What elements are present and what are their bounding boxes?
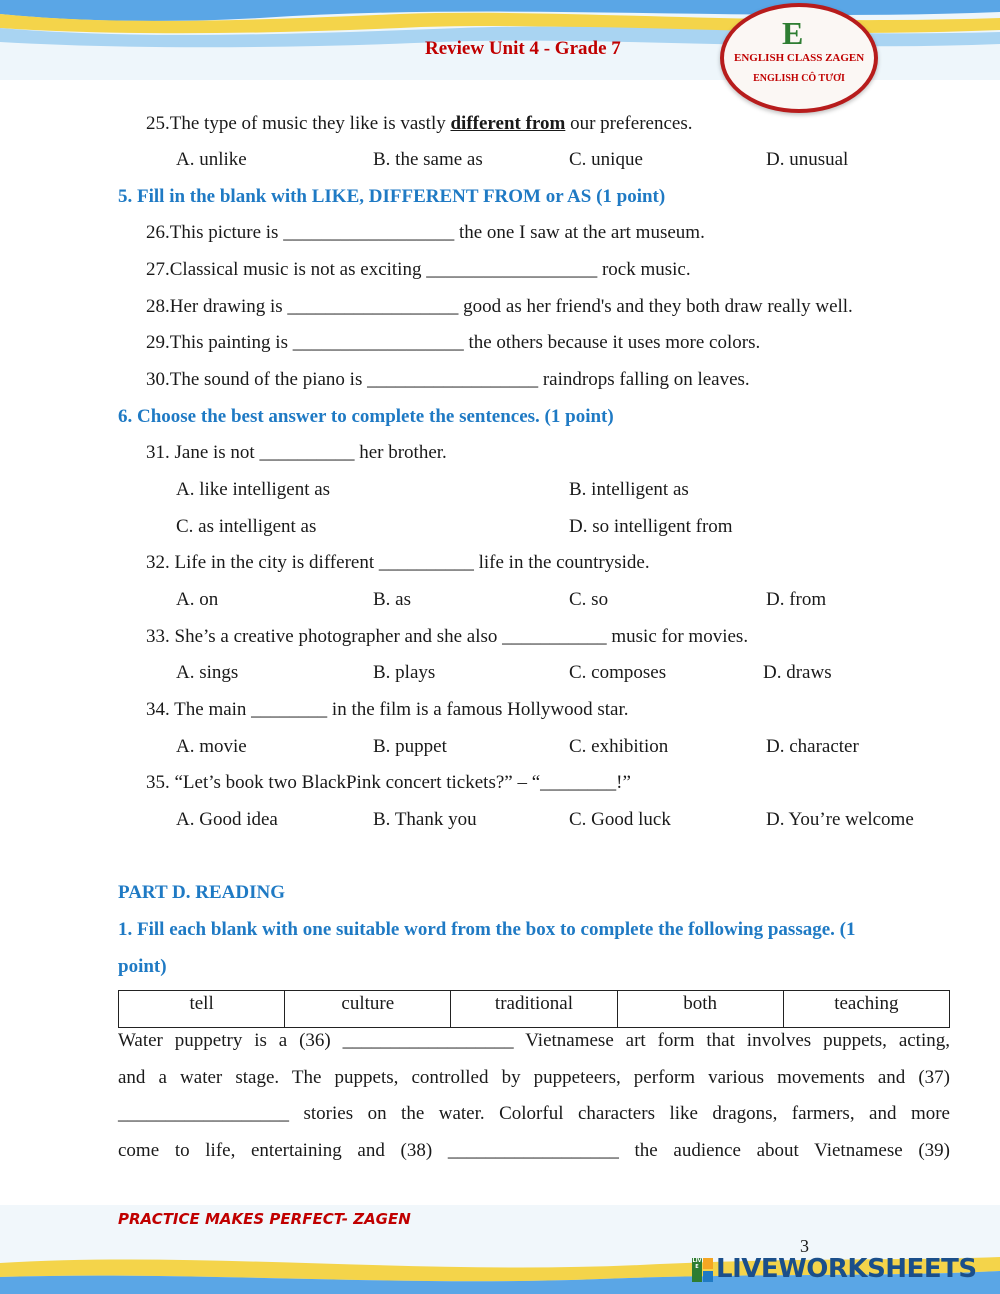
q35-option-c[interactable]: C. Good luck (569, 809, 671, 830)
fill-item-30[interactable] (146, 368, 750, 392)
fill-item-number: 26. (146, 222, 170, 243)
brand-icon (692, 1258, 714, 1282)
brand-icon-side-text: LIVE (692, 1258, 702, 1282)
reading-instruction-line-1: 1. Fill each blank with one suitable word from the box to complete the following passage. (1 (118, 919, 856, 940)
word-box-item: culture (285, 991, 451, 1028)
fill-item-number: 28. (146, 296, 170, 317)
q33-option-c[interactable]: C. composes (569, 662, 667, 683)
q31-option-d[interactable]: D. so intelligent from (569, 516, 733, 537)
fill-item-number: 29. (146, 332, 170, 353)
q34-option-b[interactable]: B. puppet (373, 736, 447, 757)
q32-option-a[interactable]: A. on (176, 589, 219, 610)
q31-option-b[interactable]: B. intelligent as (569, 479, 689, 500)
logo-text-bottom: ENGLISH CÔ TƯƠI (753, 73, 845, 84)
q25-option-b[interactable]: B. the same as (373, 149, 483, 170)
question-34: 34. The main ________ in the film is a famous Hollywood star. (146, 699, 629, 720)
q31-option-a[interactable]: A. like intelligent as (176, 479, 331, 500)
footer-motto: PRACTICE MAKES PERFECT- ZAGEN (118, 1210, 411, 1228)
passage-line-2: and a water stage. The puppets, controlled by puppeteers, perform various movements and (37) (118, 1067, 950, 1088)
question-33: 33. She’s a creative photographer and she also ___________ music for movies. (146, 626, 749, 647)
q31-option-c[interactable]: C. as intelligent as (176, 516, 317, 537)
passage-line-3: __________________ stories on the water. Colorful characters like dragons, farmers, and more (118, 1103, 950, 1124)
word-box-item: teaching (783, 991, 949, 1028)
section-6-title: 6. Choose the best answer to complete the sentences. (1 point) (118, 406, 614, 427)
word-box-item: traditional (451, 991, 617, 1028)
fill-item-27[interactable] (146, 258, 691, 282)
fill-item-text: Her drawing is __________________ good as her friend's and they both draw really well. (169, 296, 853, 317)
q35-option-d[interactable]: D. You’re welcome (766, 809, 914, 830)
q32-option-c[interactable]: C. so (569, 589, 609, 610)
question-text-start: The type of music they like is vastly (169, 113, 451, 134)
part-d-title: PART D. READING (118, 882, 286, 903)
passage-line-4: come to life, entertaining and (38) __________________ the audience about Vietnamese (39) (118, 1140, 950, 1161)
q25-option-d[interactable]: D. unusual (766, 149, 849, 170)
q25-option-c[interactable]: C. unique (569, 149, 643, 170)
q33-option-b[interactable]: B. plays (373, 662, 436, 683)
word-box-item: tell (119, 991, 285, 1028)
word-box (118, 990, 950, 1028)
fill-item-28[interactable] (146, 295, 853, 319)
q33-option-d[interactable]: D. draws (763, 662, 832, 683)
liveworksheets-logo (692, 1254, 992, 1288)
header-title: Review Unit 4 - Grade 7 (425, 38, 621, 59)
passage-line-1: Water puppetry is a (36) __________________ Vietnamese art form that involves puppets, acting, (118, 1030, 950, 1051)
highlighted-phrase: different from (450, 113, 566, 134)
section-5-title: 5. Fill in the blank with LIKE, DIFFERENT FROM or AS (1 point) (118, 186, 666, 207)
logo-letter: E (782, 15, 804, 51)
fill-item-text: This painting is __________________ the others because it uses more colors. (169, 332, 761, 353)
brand-name: LIVEWORKSHEETS (716, 1254, 977, 1284)
q32-option-d[interactable]: D. from (766, 589, 827, 610)
fill-item-26[interactable] (146, 221, 705, 245)
fill-item-29[interactable] (146, 331, 760, 355)
question-25 (146, 112, 692, 136)
q33-option-a[interactable]: A. sings (176, 662, 239, 683)
word-box-item: both (617, 991, 783, 1028)
q34-option-d[interactable]: D. character (766, 736, 859, 757)
page-number: 3 (800, 1236, 809, 1256)
fill-item-text: This picture is __________________ the one I saw at the art museum. (169, 222, 705, 243)
q32-option-b[interactable]: B. as (373, 589, 411, 610)
q35-option-b[interactable]: B. Thank you (373, 809, 477, 830)
class-logo (720, 3, 878, 113)
fill-item-number: 30. (146, 369, 170, 390)
fill-item-text: The sound of the piano is __________________ raindrops falling on leaves. (169, 369, 750, 390)
question-35: 35. “Let’s book two BlackPink concert tickets?” – “________!” (146, 772, 631, 793)
logo-text-top: ENGLISH CLASS ZAGEN (734, 52, 865, 64)
q34-option-c[interactable]: C. exhibition (569, 736, 669, 757)
fill-item-text: Classical music is not as exciting __________________ rock music. (169, 259, 691, 280)
reading-instruction-line-2: point) (118, 956, 167, 977)
fill-item-number: 27. (146, 259, 170, 280)
question-text-end: our preferences. (565, 113, 693, 134)
q34-option-a[interactable]: A. movie (176, 736, 247, 757)
question-31: 31. Jane is not __________ her brother. (146, 442, 447, 463)
q35-option-a[interactable]: A. Good idea (176, 809, 278, 830)
question-number: 25. (146, 113, 170, 134)
question-32: 32. Life in the city is different __________ life in the countryside. (146, 552, 650, 573)
q25-option-a[interactable]: A. unlike (176, 149, 247, 170)
